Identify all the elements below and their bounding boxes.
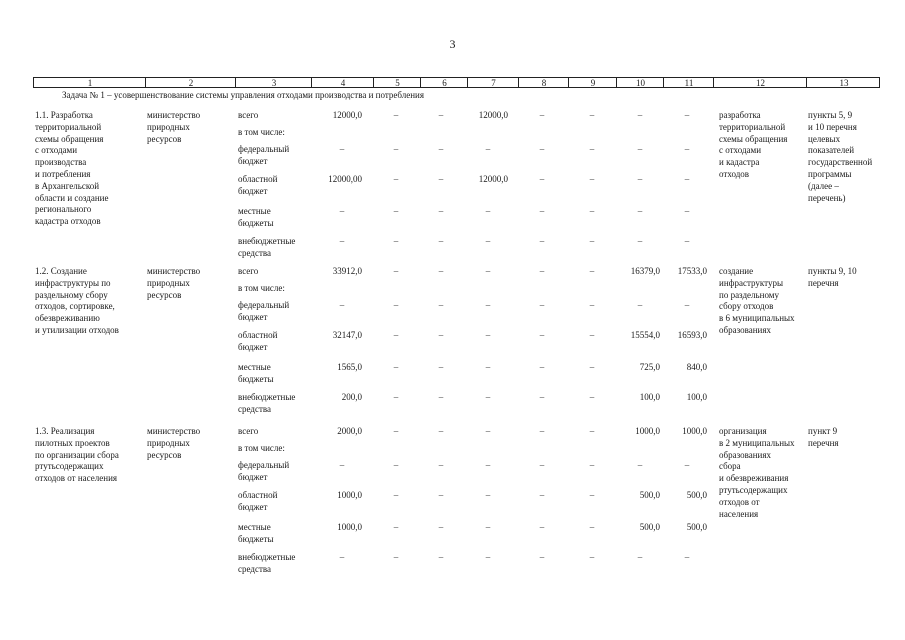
value-cell-c5: – <box>393 392 399 402</box>
value-cell-c8: – <box>539 174 545 184</box>
value-cell-c9: – <box>589 522 595 532</box>
expected-result-line: отходов <box>719 169 750 179</box>
value-cell-c10: – <box>637 174 643 184</box>
value-cell-c4: – <box>339 236 345 246</box>
expected-result-line: территориальной <box>719 121 786 132</box>
section-name-line: по организации сбора <box>35 449 119 460</box>
section-name-line: и потребления <box>35 169 91 179</box>
section-name-line: пилотных проектов <box>35 437 110 448</box>
funding-source-label: в том числе: <box>238 283 285 293</box>
value-cell-c4: 2000,0 <box>337 426 362 436</box>
section-name-line: в Архангельской <box>35 180 100 191</box>
value-cell-c7: – <box>485 300 491 310</box>
section-name-line: и утилизации отходов <box>35 325 119 335</box>
value-cell-c6: – <box>438 552 444 562</box>
value-cell-c7: – <box>485 266 491 276</box>
value-cell-c10: – <box>637 236 643 246</box>
header-cell-13: 13 <box>839 78 849 88</box>
funding-source-label: бюджеты <box>238 533 274 544</box>
value-cell-c11: – <box>684 236 690 246</box>
value-cell-c6: – <box>438 174 444 184</box>
task-title: Задача № 1 – усовершенствование системы управления отходами производства и потребления <box>62 90 425 100</box>
funding-source-label: областной <box>238 330 278 340</box>
indicator-line: программы <box>808 169 852 179</box>
value-cell-c5: – <box>393 362 399 372</box>
expected-result-line: населения <box>719 508 759 519</box>
expected-result-line: организация <box>719 426 767 436</box>
value-cell-c10: – <box>637 144 643 154</box>
value-cell-c9: – <box>589 490 595 500</box>
section-name-line: 1.1. Разработка <box>35 110 93 120</box>
value-cell-c11: 16593,0 <box>677 330 707 340</box>
header-cell-8: 8 <box>541 78 547 88</box>
funding-source-label: бюджет <box>238 471 268 482</box>
value-cell-c10: 15554,0 <box>630 330 660 340</box>
funding-source-label: местные <box>238 206 271 216</box>
section-name-line: с отходами <box>35 145 78 156</box>
expected-result-line: и обезвреживания <box>719 473 789 484</box>
header-divider <box>713 78 714 88</box>
value-cell-c4: 12000,00 <box>328 174 362 184</box>
value-cell-c6: – <box>438 362 444 372</box>
value-cell-c7: – <box>485 236 491 246</box>
value-cell-c9: – <box>589 426 595 436</box>
value-cell-c11: 840,0 <box>686 362 707 372</box>
value-cell-c10: – <box>637 206 643 216</box>
value-cell-c5: – <box>393 460 399 470</box>
expected-result-line: ртутьсодержащих <box>719 485 788 495</box>
indicator-line: и 10 перечня <box>808 121 857 132</box>
section-name-line: ртутьсодержащих <box>35 461 104 472</box>
value-cell-c7: – <box>485 522 491 532</box>
expected-result-line: в 2 муниципальных <box>719 437 795 448</box>
value-cell-c4: – <box>339 300 345 310</box>
funding-source-label: бюджет <box>238 341 268 352</box>
value-cell-c5: – <box>393 174 399 184</box>
executor-line: ресурсов <box>147 133 182 144</box>
value-cell-c11: 500,0 <box>686 522 707 532</box>
value-cell-c5: – <box>393 426 399 436</box>
section-name-line: 1.2. Создание <box>35 266 87 276</box>
value-cell-c6: – <box>438 392 444 402</box>
value-cell-c6: – <box>438 490 444 500</box>
header-divider <box>373 78 374 88</box>
expected-result-line: по раздельному <box>719 289 779 300</box>
value-cell-c9: – <box>589 206 595 216</box>
value-cell-c11: 17533,0 <box>677 266 707 276</box>
expected-result-line: образованиях <box>719 449 771 460</box>
value-cell-c4: 1565,0 <box>337 362 362 372</box>
value-cell-c8: – <box>539 392 545 402</box>
value-cell-c8: – <box>539 460 545 470</box>
funding-source-label: всего <box>238 426 259 436</box>
expected-result-line: схемы обращения <box>719 133 788 144</box>
page-number: 3 <box>449 37 456 51</box>
value-cell-c5: – <box>393 144 399 154</box>
value-cell-c5: – <box>393 266 399 276</box>
header-cell-7: 7 <box>491 78 496 88</box>
value-cell-c9: – <box>589 362 595 372</box>
indicator-line: целевых <box>808 133 841 144</box>
indicator-line: показателей <box>808 145 855 156</box>
header-cell-5: 5 <box>395 78 400 88</box>
expected-result-line: отходов от <box>719 496 760 507</box>
value-cell-c8: – <box>539 522 545 532</box>
value-cell-c10: 1000,0 <box>635 426 660 436</box>
funding-source-label: бюджет <box>238 185 268 196</box>
value-cell-c8: – <box>539 144 545 154</box>
header-cell-9: 9 <box>590 78 596 88</box>
section-name-line: области и создание <box>35 192 109 203</box>
section-name-line: отходов от населения <box>35 473 118 484</box>
value-cell-c10: 500,0 <box>639 490 660 500</box>
funding-source-label: средства <box>238 563 272 574</box>
header-cell-1: 1 <box>87 78 93 88</box>
value-cell-c8: – <box>539 236 545 246</box>
expected-result-line: образованиях <box>719 325 771 335</box>
expected-result-line: сбора <box>719 461 741 472</box>
expected-result-line: инфраструктуры <box>719 277 783 288</box>
value-cell-c10: – <box>637 300 643 310</box>
section-name-line: территориальной <box>35 121 102 132</box>
value-cell-c8: – <box>539 206 545 216</box>
header-divider <box>806 78 807 88</box>
section-name-line: обезвреживанию <box>35 313 100 324</box>
value-cell-c4: – <box>339 144 345 154</box>
indicator-line: пункт 9 <box>808 426 838 436</box>
funding-source-label: местные <box>238 522 271 532</box>
value-cell-c7: 12000,0 <box>478 174 508 184</box>
value-cell-c7: – <box>485 426 491 436</box>
funding-source-label: федеральный <box>238 460 290 470</box>
value-cell-c9: – <box>589 266 595 276</box>
value-cell-c8: – <box>539 266 545 276</box>
funding-source-label: внебюджетные <box>238 552 296 562</box>
value-cell-c11: – <box>684 300 690 310</box>
value-cell-c9: – <box>589 552 595 562</box>
executor-line: природных <box>147 277 190 288</box>
value-cell-c5: – <box>393 490 399 500</box>
value-cell-c11: – <box>684 206 690 216</box>
header-cell-6: 6 <box>442 78 447 88</box>
value-cell-c5: – <box>393 330 399 340</box>
funding-source-label: бюджеты <box>238 373 274 384</box>
header-cell-10: 10 <box>636 78 645 88</box>
header-cell-3: 3 <box>271 78 277 88</box>
value-cell-c11: – <box>684 460 690 470</box>
value-cell-c11: 100,0 <box>686 392 707 402</box>
value-cell-c6: – <box>438 426 444 436</box>
value-cell-c10: – <box>637 460 643 470</box>
funding-source-label: местные <box>238 362 271 372</box>
value-cell-c10: – <box>637 110 643 120</box>
executor-line: ресурсов <box>147 449 182 460</box>
value-cell-c9: – <box>589 110 595 120</box>
section-name-line: схемы обращения <box>35 133 104 144</box>
header-divider <box>616 78 617 88</box>
funding-source-label: в том числе: <box>238 443 285 453</box>
funding-source-label: областной <box>238 174 278 184</box>
value-cell-c4: 200,0 <box>341 392 362 402</box>
header-cell-2: 2 <box>188 78 194 88</box>
value-cell-c5: – <box>393 236 399 246</box>
expected-result-line: сбору отходов <box>719 301 774 312</box>
funding-source-label: внебюджетные <box>238 392 296 402</box>
value-cell-c9: – <box>589 174 595 184</box>
expected-result-line: создание <box>719 266 754 276</box>
value-cell-c7: – <box>485 206 491 216</box>
value-cell-c4: 33912,0 <box>332 266 362 276</box>
value-cell-c8: – <box>539 426 545 436</box>
funding-source-label: средства <box>238 247 272 258</box>
value-cell-c9: – <box>589 144 595 154</box>
funding-source-label: всего <box>238 266 259 276</box>
section-name-line: инфраструктуры по <box>35 277 111 288</box>
funding-source-label: бюджет <box>238 501 268 512</box>
value-cell-c11: – <box>684 110 690 120</box>
header-cell-12: 12 <box>756 78 765 88</box>
header-divider <box>518 78 519 88</box>
value-cell-c5: – <box>393 206 399 216</box>
section-name-line: производства <box>35 157 87 168</box>
value-cell-c7: – <box>485 552 491 562</box>
value-cell-c8: – <box>539 490 545 500</box>
value-cell-c6: – <box>438 206 444 216</box>
value-cell-c4: 1000,0 <box>337 490 362 500</box>
indicator-line: пункты 5, 9 <box>808 110 853 120</box>
indicator-line: (далее – <box>808 180 839 191</box>
funding-source-label: бюджеты <box>238 217 274 228</box>
funding-source-label: федеральный <box>238 144 290 154</box>
expected-result-line: разработка <box>719 110 761 120</box>
value-cell-c7: – <box>485 330 491 340</box>
value-cell-c8: – <box>539 110 545 120</box>
value-cell-c6: – <box>438 144 444 154</box>
executor-line: ресурсов <box>147 289 182 300</box>
value-cell-c11: 500,0 <box>686 490 707 500</box>
value-cell-c7: 12000,0 <box>478 110 508 120</box>
header-cell-4: 4 <box>340 78 346 88</box>
value-cell-c7: – <box>485 490 491 500</box>
value-cell-c11: 1000,0 <box>682 426 707 436</box>
indicator-line: перечня <box>808 437 839 448</box>
section-name-line: 1.3. Реализация <box>35 426 95 436</box>
funding-source-label: средства <box>238 403 272 414</box>
executor-line: министерство <box>147 426 201 436</box>
value-cell-c10: 500,0 <box>639 522 660 532</box>
value-cell-c7: – <box>485 362 491 372</box>
executor-line: природных <box>147 437 190 448</box>
value-cell-c6: – <box>438 266 444 276</box>
header-divider <box>311 78 312 88</box>
value-cell-c5: – <box>393 110 399 120</box>
header-divider <box>663 78 664 88</box>
indicator-line: перечня <box>808 277 839 288</box>
value-cell-c4: 1000,0 <box>337 522 362 532</box>
section-name-line: отходов, сортировке, <box>35 301 115 312</box>
value-cell-c8: – <box>539 300 545 310</box>
value-cell-c11: – <box>684 174 690 184</box>
expected-result-line: с отходами <box>719 145 762 156</box>
funding-source-label: бюджет <box>238 155 268 166</box>
funding-source-label: внебюджетные <box>238 236 296 246</box>
indicator-line: пункты 9, 10 <box>808 266 857 276</box>
value-cell-c10: 100,0 <box>639 392 660 402</box>
header-divider <box>145 78 146 88</box>
funding-source-label: областной <box>238 490 278 500</box>
value-cell-c8: – <box>539 330 545 340</box>
executor-line: природных <box>147 121 190 132</box>
value-cell-c11: – <box>684 552 690 562</box>
value-cell-c7: – <box>485 144 491 154</box>
value-cell-c8: – <box>539 362 545 372</box>
value-cell-c5: – <box>393 300 399 310</box>
value-cell-c4: – <box>339 460 345 470</box>
section-name-line: кадастра отходов <box>35 216 101 227</box>
funding-source-label: всего <box>238 110 259 120</box>
header-divider <box>235 78 236 88</box>
value-cell-c9: – <box>589 330 595 340</box>
value-cell-c9: – <box>589 300 595 310</box>
value-cell-c6: – <box>438 460 444 470</box>
value-cell-c10: 725,0 <box>639 362 660 372</box>
indicator-line: перечень) <box>808 192 846 203</box>
value-cell-c8: – <box>539 552 545 562</box>
value-cell-c4: – <box>339 552 345 562</box>
expected-result-line: и кадастра <box>719 157 760 168</box>
executor-line: министерство <box>147 266 201 276</box>
value-cell-c6: – <box>438 522 444 532</box>
value-cell-c4: – <box>339 206 345 216</box>
value-cell-c7: – <box>485 392 491 402</box>
value-cell-c6: – <box>438 110 444 120</box>
value-cell-c7: – <box>485 460 491 470</box>
value-cell-c10: – <box>637 552 643 562</box>
table-header-row <box>33 77 880 88</box>
value-cell-c6: – <box>438 330 444 340</box>
value-cell-c5: – <box>393 552 399 562</box>
header-divider <box>467 78 468 88</box>
header-divider <box>420 78 421 88</box>
value-cell-c4: 32147,0 <box>332 330 362 340</box>
value-cell-c4: 12000,0 <box>332 110 362 120</box>
funding-source-label: федеральный <box>238 300 290 310</box>
value-cell-c5: – <box>393 522 399 532</box>
value-cell-c10: 16379,0 <box>630 266 660 276</box>
section-name-line: раздельному сбору <box>35 289 108 300</box>
value-cell-c9: – <box>589 392 595 402</box>
value-cell-c6: – <box>438 300 444 310</box>
value-cell-c6: – <box>438 236 444 246</box>
value-cell-c9: – <box>589 460 595 470</box>
header-divider <box>568 78 569 88</box>
section-name-line: регионального <box>35 204 92 215</box>
expected-result-line: в 6 муниципальных <box>719 313 795 324</box>
value-cell-c9: – <box>589 236 595 246</box>
header-cell-11: 11 <box>684 78 694 88</box>
value-cell-c11: – <box>684 144 690 154</box>
indicator-line: государственной <box>808 157 873 168</box>
funding-source-label: бюджет <box>238 311 268 322</box>
funding-source-label: в том числе: <box>238 127 285 137</box>
executor-line: министерство <box>147 110 201 120</box>
